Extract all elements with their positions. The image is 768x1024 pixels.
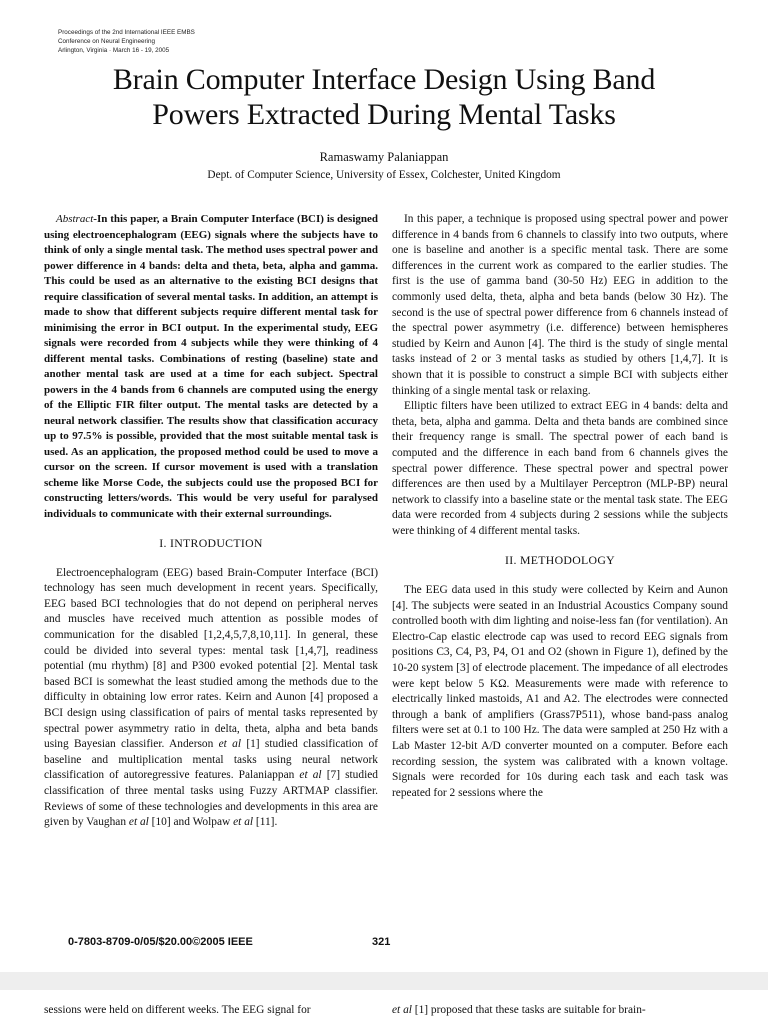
conference-line-1: Proceedings of the 2nd International IEEE EMBS [58, 29, 195, 36]
conference-line-2: Conference on Neural Engineering [58, 38, 155, 45]
abstract-label: Abstract [56, 213, 94, 225]
intro-text-4: [10] and Wolpaw [148, 816, 234, 829]
page-number: 321 [372, 936, 391, 948]
author-name: Ramaswamy Palaniappan [319, 150, 449, 164]
et-al-1: et al [218, 738, 242, 751]
left-column [44, 212, 378, 831]
conference-line-3: Arlington, Virginia · March 16 - 19, 2005 [58, 47, 170, 54]
abstract-text: -In this paper, a Brain Computer Interface (BCI) is designed using electroencephalogram (EEG) signals where the subjects have to think of only a single mental task. The method uses spectral power and power difference in 4 bands: delta and theta, beta, alpha and gamma. This could be used as an alternative to the existing BCI designs that require classification of several mental tasks. In addition, an attempt is made to show that different subjects require different mental task for minimising the error in BCI output. In the experimental study, EEG signals were recorded from 4 subjects while they were thinking of 4 different mental tasks. Combinations of resting (baseline) state and another mental task are used at a time for each subject. Spectral powers in the 4 bands from 6 channels are computed using the energy of the Elliptic FIR filter output. The mental tasks are detected by a neural network classifier. The results show that classification accuracy up to 97.5% is possible, provided that the most suitable mental task is used. As an application, the proposed method could be used to move a cursor on the screen. If cursor movement is used with a translation scheme like Morse Code, the subjects could use the proposed BCI for constructing letters/words. This would be very useful for paralysed individuals to communicate with their external surroundings. [44, 213, 378, 520]
next-page-et-al: et al [392, 1004, 412, 1016]
right-column [392, 212, 728, 801]
copyright-code: 0-7803-8709-0/05/$20.00©2005 IEEE [68, 936, 253, 948]
intro-text-2: [1] studied classification of baseline and multiplication mental tasks using neural network classification of autoregressive features. Palaniappan [44, 738, 378, 782]
section-heading-methodology: II. METHODOLOGY [505, 553, 615, 568]
author-affiliation: Dept. of Computer Science, University of Essex, Colchester, United Kingdom [207, 169, 561, 181]
next-page-right-rest: [1] proposed that these tasks are suitable for brain- [411, 1004, 646, 1016]
intro-text-3: [7] studied classification of three mental tasks using Fuzzy ARTMAP classifier. Reviews of some of these technologies and developments in this area are given by Vaughan [44, 769, 378, 829]
abstract [44, 212, 378, 522]
conference-header [58, 28, 195, 55]
title-line-1: Brain Computer Interface Design Using Band [112, 63, 656, 96]
section-heading-introduction: I. INTRODUCTION [159, 536, 263, 550]
next-page-right-text [392, 1003, 646, 1019]
intro-paragraph [44, 566, 378, 831]
right-paragraph-1: In this paper, a technique is proposed using spectral power and power difference in 4 bands from 6 channels to classify into two outputs, where one is baseline and another is a specific mental task. There are some differences in the current work as compared to the earlier studies. The first is the use of gamma band (30-50 Hz) EEG in addition to the commonly used delta, theta, alpha and beta bands (below 30 Hz). The second is the use of spectral power difference from 6 channels instead of the spectral power asymmetry (i.e. difference) between hemispheres studied by Keirn and Aunon [4]. The third is the study of single mental tasks instead of 2 or 3 mental tasks as studied by others [1,4,7]. It is shown that it is possible to construct a simple BCI with subjects either thinking of a single mental task or relaxing. [392, 213, 728, 397]
intro-text-1: Electroencephalogram (EEG) based Brain-Computer Interface (BCI) technology has seen much development in recent years. Specifically, EEG based BCI technologies that do not depend on peripheral nerves and muscles have received much attention as possible modes of communication for the disabled [1,2,4,5,7,8,10,11]. In general, these could be divided into several types: mental task [1,4,7], readiness potential (mu rhythm) [8] and P300 evoked potential [2]. Mental task based BCI is somewhat the least studied among the methods due to the difficulty in obtaining low error rates. Keirn and Aunon [4] proposed a BCI design using classification of pairs of mental tasks represented by spectral power asymmetry ratio in delta, theta, alpha and beta bands using Bayesian classifier. Anderson [44, 566, 378, 751]
page-divider [0, 972, 768, 990]
et-al-2: et al [299, 769, 322, 782]
next-page-left-text: sessions were held on different weeks. The EEG signal for [44, 1004, 311, 1016]
et-al-4: et al [233, 816, 254, 829]
title-line-2: Powers Extracted During Mental Tasks [152, 98, 616, 131]
intro-text-5: [11]. [253, 816, 278, 829]
methodology-paragraph: The EEG data used in this study were collected by Keirn and Aunon [4]. The subjects were seated in an Industrial Acoustics Company sound controlled booth with dim lighting and noise-less fan (for ventilation). An Electro-Cap elastic electrode cap was used to record EEG signals from positions C3, C4, P3, P4, O1 and O2 (shown in Figure 1), defined by the 10-20 system [3] of electrode placement. The impedance of all electrodes were kept below 5 KΩ. Measurements were made with reference to electrically linked mastoids, A1 and A2. The electrodes were connected through a bank of amplifiers (Grass7P511), whose band-pass analog filters were set at 0.1 to 100 Hz. The data were sampled at 250 Hz with a Lab Master 12-bit A/D converter mounted on a computer. Before each recording session, the system was calibrated with a known voltage. Signals were recorded for 10s during each task and each task was repeated for 2 sessions where the [392, 584, 728, 799]
right-paragraph-2: Elliptic filters have been utilized to extract EEG in 4 bands: delta and theta, beta, alpha and gamma. Delta and theta bands are combined since their frequency range is small. The spectral power of each band is computed and the difference in each band from 6 channels gives the spectral power difference. These spectral power and spectral power differences are then used by a Multilayer Perceptron (MLP-BP) neural network to classify into a baseline state or the mental task state. The EEG data were recorded from 4 subjects during 2 sessions while the subjects were thinking of 4 different mental tasks. [392, 400, 728, 537]
paper-title [30, 62, 738, 132]
et-al-3: et al [128, 816, 149, 829]
